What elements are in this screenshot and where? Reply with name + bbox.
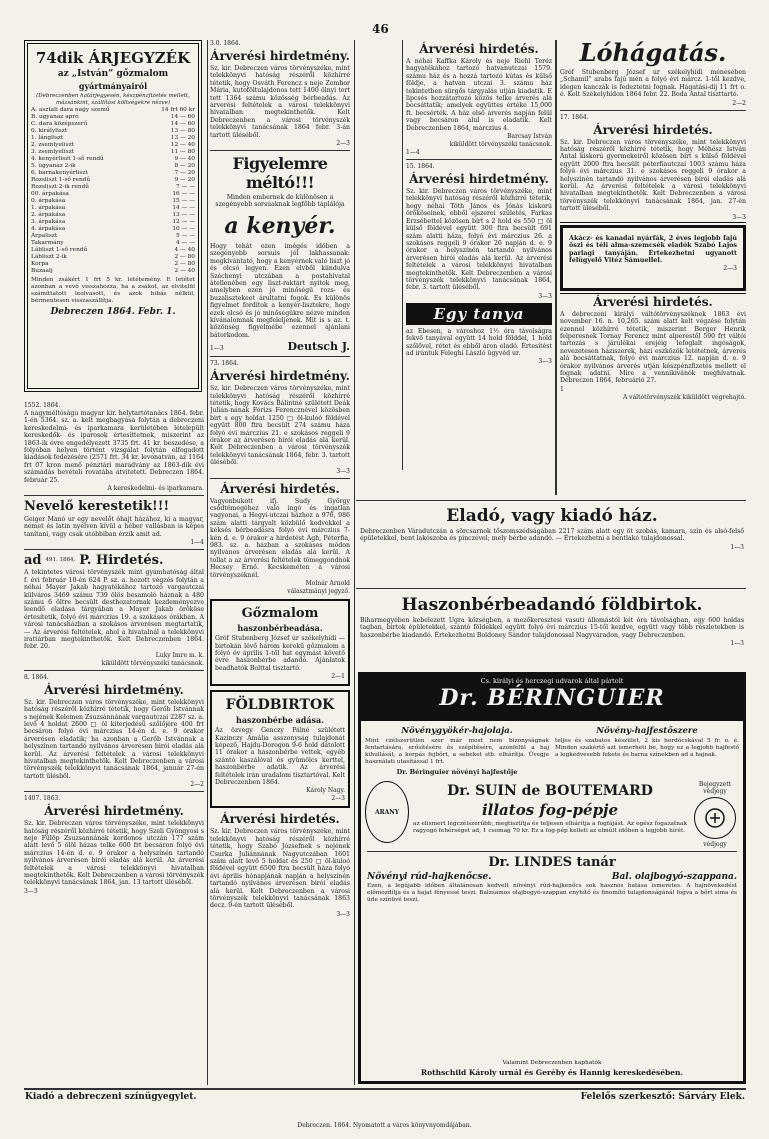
bread-ad-page: 1—3	[210, 345, 224, 353]
lindes-body: Ezen, a legújabb időben általánosan kedvelt növényi rúd-hajkenőcs sok hasznos hatása ismeretes. A hajnövekedést előmozdítja és a hajat fényessé teszi. Balzsamos olajbogyó-szappan enyhítő és finomító tulajdonságánál fogva a bőrt sima és üde színüvé teszi.	[367, 883, 737, 903]
price-row-value: 15 — —	[172, 198, 195, 204]
price-row	[31, 163, 195, 170]
price-list-note: (Debreczenben határjegyesén, készpénzfizetés mellett, mázsánkint, szállítási költségekre nézve)	[36, 93, 190, 106]
price-row-label: 6. barnakenyérliszt	[31, 170, 88, 176]
tooth-paste-block	[413, 781, 687, 836]
tooth-paste-title: illatos fog-pépje	[481, 801, 619, 819]
cosmetics-ad-footer	[365, 1059, 739, 1077]
land-lease-ad	[360, 593, 744, 683]
price-row-value: 12 — —	[172, 219, 195, 225]
price-row	[31, 247, 195, 254]
price-row	[31, 191, 195, 198]
auction-title: Árverési hirdetés.	[419, 42, 539, 56]
farm-ad-page: 3—3	[538, 358, 552, 366]
price-row-label: A. asztali dara nagy szemű	[31, 107, 110, 113]
auction-body: Vagyonbukott ifj. Sudy György csődtömegéhez való ingó és ingatlan vagyonai, a Hegyi-utczai házhoz a 976, 986 szám alatti tárgyalt közbülő kedvekkel a kéksés bérbeadásra folyó évi márczius 7-kén d. e. 9 órakor a hirdetést Ágh, Péterfia, 983. sz. a. házban a szokásos módon nyilvános árverésen eladás alá kerül. A tollat a az árverési feltételek tömeggondnok Hecsey Ernő. Kecskeméten a városi törvényszéknél.	[210, 497, 350, 579]
price-row	[31, 205, 195, 212]
hair-dye-block	[555, 724, 739, 778]
price-row	[31, 226, 195, 233]
column-3	[406, 40, 552, 470]
price-row-label: Rozsliszt 2-ik rendű	[31, 184, 90, 190]
column-4	[560, 36, 746, 496]
auction-sig1: Molnár Arnold	[305, 580, 350, 588]
auction-page: 3—3	[24, 887, 38, 895]
price-row-label: Takarmány	[31, 240, 64, 246]
trademark-label: Bejegyzett védjegy	[698, 781, 732, 795]
auction-sig2: kiküldött törvényszéki tanácsnok.	[449, 141, 552, 149]
auction-body: Sz. kir. Debreczen város törvényszéke, mint telekkönyvi hatóság részéről közhírré tétetik, hogy Szeli Gyöngyosi s neje Fülöp Zsuzsannának kordonos utczán 177 szám alatt levő 5 ölöl házas telke 600 frt becsáron folyó évi márczius 14-én d. e. 9 órakor a helyszínén tartandó nyilvános árverésen birói eladás alá kerül. Az árverési feltételek a városi telekkönyvi hivatalban megtekinthetők. Kelt Debreczenben a városi törvényszék telekkönyvi tanácsának 1864, jan. 13 tartott üléséből.	[24, 820, 204, 887]
column-rule	[207, 40, 208, 1085]
lindes-left-title: Növényi rúd-hajkenőcse.	[367, 872, 492, 882]
land-lease-ad-body: Biharmegyében kebelezett Ugra községben, a mezőkeresztesi vasuti állomástól két óra távolságban, egy 600 holdas tagban, birtok épületekkel, szántó földekkel együtt folyó évi márczius 15-től kezdve, együtt vagy több részletekben is haszonbérbe kiadandó. Értekezhetni Boldoney Sándor tulajdonossal Nagyváradon, vagy Debreczenben.	[360, 617, 744, 639]
trademark-seal-right	[691, 781, 739, 848]
column-1	[24, 40, 204, 1088]
bread-ad-body: Hogy tehát ezen imégés idöben a szegényebb sorsuis jól lakhassanak: megkívántató, hogy a kenyérnek való liszt jó és olcsó legyen. Ezen elvből kiindulva Széchenyi utczában a postahivatal átellenében egy liszt-raktárt nyitok meg, amelyben ezen jó minőségü rozs- és buzalisztekeet árultatni fogok. Es különös figyelmet fordítok a kenyér-lisztekre, hogy ezek olcsó és jó minőségükre nézve minden kívánalomnak megfeleljenek. Mit is s az. t. közönség figyelmébe ezennel ajánlani bátorkodom.	[210, 242, 350, 339]
price-row-label: Rozsliszt 1-ső rendű	[31, 177, 91, 183]
price-row	[31, 156, 195, 163]
price-row	[31, 114, 195, 121]
price-row-value: 2 — 80	[174, 254, 195, 260]
tooth-paste-maker: Dr. SUIN de BOUTEMARD	[447, 783, 653, 799]
auction-body: Sz. kir. Debreczen város törvényszéke, mint telekkönyvi hatóság részéről közhírré tétetik, hogy Osváth Ferencz s neje Zombor Mária, kutoföltulajdonos tett 1400 ölnyi tert tett 1364 számu közösség bérbeadás. Az árverési feltételek a városi telekkönyvi hivatalban megtekinthetők. Kelt Debreczenben a városi törvényszék telekkönyvi tanácsának 1864 febr. 3-án tartott üléséből.	[210, 65, 350, 139]
price-row-value: 12 — 40	[170, 142, 195, 148]
auction-body: A debreczeni királyi váltótörvényszéknek 1863 évi november 16. n. 10,265. szám alatt kelt végzése folytán ezennel közhírré tétetik, miszerint Berger Henrik felperesnek Tornay Ferencz mint alperestől 590 frt váltói tartozás s járulékai erejéig lefoglalt ingóságok, nevezetesen háziszerek, házi eszközök letétetnek, árverés alá bocsáttatnak, folyó évi márczius 12. napján d. e. 9 órakor nyilvános árverés utján készpénzfizetés mellett el fognak adatni. Mire a vennikivánók meghívatnak. Debreczen 1864, februárió 27.	[560, 310, 746, 385]
price-list-subtitle-2: gyártmányairól	[78, 81, 148, 91]
auction-body: Sz. kir. Debreczen város törvényszéke, mint telekkönyvi hatóság részéről közhírré tétetik, hogy Méhész István Antal kiskorú gyermekeiről közösen birt s külső földével együtt 2000 ftra becsült péterfiautczai 1003 számu háza folyó évi márczius 31. e szokásos reggeli 9 órakor a helyszínén tartandó nyilvános árverésen birói eladás alá kerül. Az árverési feltételek a városi telekkönyvi hivatalban megtekinthetők. Kelt Debreczenben a városi törvényszék telekkönyvi tanácsának 1864, jan. 27-én tartott üléséből.	[560, 138, 746, 213]
cosmetics-ad-footer-1: Valamint Debreczenben kaphatók	[502, 1060, 602, 1066]
notice-number: 17. 1864.	[560, 113, 589, 121]
mayer-notice-sig1: Luky Imre m. k.	[155, 651, 204, 659]
auction-page: 3—3	[538, 292, 552, 300]
mayer-notice-sig2: kiküldött törvényszéki tanácsnok.	[101, 659, 204, 667]
price-list-date: Debreczen 1864. Febr. 1.	[50, 307, 176, 317]
price-row	[31, 240, 195, 247]
farm-ad-title: Egy tanya	[433, 304, 525, 323]
price-row-label: 0. királyliszt	[31, 128, 68, 134]
price-row	[31, 254, 195, 261]
farm-ad-banner	[406, 303, 552, 325]
price-row-label: 00. árpakása	[31, 191, 69, 197]
price-row-label: 3. árpakása	[31, 219, 66, 225]
farm-ad-body: az Ebesen, a városhoz 1½ óra távolságra fekvő tanyával együtt 14 hold földdel, 1 hold szőlővel, rétet és ebből áron eladó. Értesítést ad irántuk Feleghi László ügyvéd ur.	[406, 327, 552, 357]
price-row-value: 9 — 20	[174, 177, 195, 183]
hair-oil-block	[365, 724, 549, 778]
column-rule	[402, 40, 403, 470]
auction-body: Sz. kir. Debreczen város törvényszéke, mint telekkönyvi hatóság részéről közhírré tétetik, hogy Kovács Bálintné szülétett Deák Julián-nának Fórizs Ferencznével közösben birt s egy holdat 1250 □ öl-kuloó földével együtt 800 ftra becsült 274 számu háza folyó évi márczius 21. e szokásos reggeli 9 órakor az árverésen birói eladás alá kerül. Kelt Debreczenben a városi törvényszék telekkönyvi tanácsának 1864, febr. 3. tartott üléséből.	[210, 385, 350, 467]
auction-page: 3—3	[732, 213, 746, 221]
cosmetics-ad-header	[361, 675, 743, 721]
lindes-title: Dr. LINDES tanár	[488, 855, 616, 870]
land-lease-box	[210, 690, 350, 808]
notice-ad-heading	[24, 553, 204, 568]
price-row	[31, 219, 195, 226]
house-ad-page: 1—3	[730, 543, 744, 551]
cosmetics-ad	[358, 672, 746, 1084]
price-row-value: 4 — —	[176, 240, 195, 246]
bread-ad-title: Figyelemre méltó!!!	[232, 154, 328, 193]
notice-ad-prefix: ad	[24, 553, 42, 569]
notice-number: 3.0. 1864.	[210, 40, 241, 47]
price-row-label: 1. lángliszt	[31, 135, 64, 141]
price-list-subtitle: az „István” gőzmalom	[57, 69, 169, 79]
price-row	[31, 128, 195, 135]
bread-ad-signature: Deutsch J.	[287, 340, 350, 354]
mayer-notice-body: A tekintetes városi törvényszék mint gyámhatóság által f. évi február 10-én 624 P. sz. a. hozott végzés folytán a néhai Mayer Jakab hagyatékához tartozó vargautczai külváros 3469 számu 739 ölös besamoló háznak a 480 számu 6 öltre becsült desthozatornak kezdeményezve leendő eladása tárgyában a Mayer Jakab örököse értesítetik, folyó évi márczius 19. a szokásos órákban. A városi tanácsházban a szokásos árverésen megtartatik, — Az árverési feltételek, ahol a hivatalnál a telekkönyvi irattárban megtekinthetők. Kelt Debreczenben 1864. febr. 20.	[24, 569, 204, 651]
price-row-value: 10 — —	[172, 226, 195, 232]
price-row-value: 13 — —	[172, 212, 195, 218]
auction-sig2: választmányi jegyző.	[287, 588, 350, 596]
house-ad-body: Debreczenben Váradutczán a sörcsarnok tőszomszédságában 2217 szám alatt egy öt szobás, kamara, szín és alsó-felső épületekkel, bent lakószoba és pinczével; mely bérbe adandó. — Értekezhetni a bentlakó tulajdonossal.	[360, 528, 744, 543]
price-row	[31, 233, 195, 240]
auction-sig1: Barcsay István	[507, 133, 552, 141]
auction-page: 3—3	[336, 910, 350, 918]
auction-title: Árverési hirdetés.	[220, 812, 340, 827]
cosmetics-ad-brand: Dr. BÉRINGUIER	[439, 685, 665, 711]
price-row-label: 3. zsemlyeliszt	[31, 149, 74, 155]
price-list-title: 74dik ÁRJEGYZÉK	[35, 49, 191, 67]
lindes-right-title: Bal. olajbogyó-szappana.	[611, 872, 737, 882]
tooth-paste-body: az elismert legczélszerűbb, megtisztítja és teljesen elhárítja a fogfájást. Az egész fogazatnak ragyogó fehérséget ad, 1 csomag 70 kr. Ez a fog-pép kelleti az elmúlt időben a legjobb hírét.	[413, 821, 687, 834]
notice-number: 1552. 1864.	[24, 402, 61, 409]
auction-page: 1—4	[406, 149, 420, 157]
land-lease-subtitle: haszonbérbe adása.	[236, 715, 324, 726]
notice-number: 1407. 1863.	[24, 795, 61, 803]
tutor-wanted-title: Nevelő kerestetik!!!	[24, 499, 170, 515]
price-row-value: 7 — —	[176, 184, 195, 190]
tree-ad-page: 2—3	[723, 265, 737, 273]
page-number: 46	[372, 22, 389, 36]
price-row-label: Lábliszt 1-ső rendű	[31, 247, 88, 253]
tutor-wanted-page: 1—4	[190, 539, 204, 547]
tutor-wanted-body: Geiger Manó ur egy nevelőt óhajt házához, ki a magyar, német és latin nyelven kívül a héber vallásban is képes tanítani, vagy csak utóbbiban érzik amit ad.	[24, 516, 204, 538]
price-row-value: 8 — 20	[174, 163, 195, 169]
price-row-value: 14 — 60	[170, 121, 195, 127]
stud-ad-body: Gróf Stubenberg József ur székelyhídi ménesében „Schamil” arabs fajú mén a folyó évi márcz. 1-től kezdve, idegen kanczák is fedeztetni fognak. Hágatási-díj 11 frt o. é. Kelt Székelyhídon 1864 febr. 22. Boda Antal tiszttartó.	[560, 69, 746, 99]
price-row	[31, 268, 195, 275]
price-row-value: 14 — 60	[170, 114, 195, 120]
land-lease-body: Az özvegy Genczy Pálné szülétett Kazinczy Amália asszonyság tulajdonát képező, Hajdu-Dorogon 9-6 hold dátolott 11 órakor a haszonbérbe vettek, egyéb szántó kaszálóval és gyümölcs kerttel, haszonbérbe adatik. Az árverési feltételek irán uradalom tisztartóval. Kelt Debreczenben 1864.	[215, 727, 345, 786]
price-row-label: 5. ugyanaz 2-ik	[31, 163, 76, 169]
hair-oil-body: Mint czélszerütlen szer már most nem bizonyságnak fentartására, erősítésére és szépítésére, azonfelül a haj kihullását, a korpás fejbőrt, a sebeket stb. elhárítja. Üvegje használati utasítással 1 frt.	[365, 738, 549, 765]
price-row	[31, 261, 195, 268]
price-row-label: Árpaliszt	[31, 233, 58, 239]
auction-page: 2—3	[336, 140, 350, 148]
steam-mill-body: Gróf Stubenberg József úr székelyhídi — birtokán lévő három kerekű gőzmalom a folyó év április 1-től hat egymást követő évre haszonbérbe adandó. Ajánlatok beadhatók Bolttal tisztartó.	[215, 635, 345, 672]
column-2	[210, 40, 350, 1088]
tree-ad-body: Akácz- és kanadai nyárfák, 2 éves legjobb fajú őszi és téli alma-szemcsék eladók Szabó Lajos parlagi tanyáján. Értekezhetni ugyanott felügyelő Vitéz Sámuellel.	[569, 233, 737, 264]
price-row	[31, 170, 195, 177]
price-row	[31, 149, 195, 156]
price-row-value: 7 — 20	[174, 170, 195, 176]
editor: Felelős szerkesztő: Sárváry Elek.	[580, 1092, 745, 1102]
auction-page: 3—3	[336, 467, 350, 475]
trademark-seal-left	[365, 781, 409, 843]
bread-ad-headline: a kenyér.	[224, 212, 336, 239]
auction-title: Árverési hirdetmény.	[44, 804, 184, 819]
price-row-label: 4. árpakása	[31, 226, 66, 232]
price-row-label: Lábliszt 2-ik	[31, 254, 67, 260]
steam-mill-title: Gőzmalom	[241, 606, 319, 622]
land-lease-ad-page: 1—3	[730, 640, 744, 648]
chamber-notice-body: A nagyméltóságu magyar kir. helytartótanács 1864. febr. 1-én 5364. sz. a. kelt megbagyása folytán a debreczeni kereskedelmi- és iparkamara kerületében lételepült kereskedők- és iparosok értesíttetnek, miszerint az 1863-ik évre engedélyezett 3735 frt. 41 kr. beszedése, a folyóban helyen történt vizsgálat folytán elfogadott kiadások fedezésére (2571 frt. 34 kr. levonatván, az 1164 frt 07 kron menő pénztári maradvány az 1863-dik évi számadás bevételi rovatába átvitetett. Debreczen 1864. február 25.	[24, 410, 204, 484]
price-row-label: Korpa	[31, 261, 49, 267]
price-row-label: 2. árpakása	[31, 212, 66, 218]
lindes-block	[361, 855, 743, 904]
price-row-value: 5 — —	[176, 233, 195, 239]
bread-ad-subtitle: Minden embernek de különösen a szegényebb sorsúaknak legfőbb táplálója	[215, 194, 345, 209]
column-rule	[556, 40, 557, 495]
auction-title: Árverési hirdetés.	[220, 481, 340, 496]
price-list-footnote: Minden zsákért 1 frt 5 kr. letétemény. E letétet azonban a vevő visszahozza, ha a zsákot, az elvitelül számíttatott leolvasott, és azok hibás nélkül, bérmentesen visszaszállítja.	[31, 277, 195, 304]
hair-dye-body: teljes és szabatos készület, 2 kis hordócskával 5 fr. o. é. Minden szakértő azt ismerheti be, hogy ez a legjobb hajfestő a legkedvesebb fekete és barna színekben ad a hajnak.	[555, 738, 739, 758]
hair-oil-subtitle: Dr. Béringuier növényi hajfestője	[396, 768, 518, 776]
land-lease-sig: Károly Nagy.	[306, 787, 345, 795]
notice-number: 8. 1864.	[24, 673, 49, 681]
auction-body: Sz. kir. Debreczen város törvényszéke, mint telekkönyvi hatóság részéről közhírré tétetik, hogy néhai Tóth János és Jónás kiskorú örököseinek, ebből ejszerei születés, Farkas Erzsébettel közösen bírt s 2 hold és 550 □ öl külső földével együtt 300 ftra becsült 691 szám alatti háza, folyó évi márczius 26. a szokásos reggeli 9 órakor 26 napján d. e. 9 órakor a helyszínén tartandó nyilvános árverésen birói eladás alá kerül. Az árverési feltételek a városi telekkönyvi hivatalban megtekinthetők. Kelt Debreczenben a városi törvényszék telekkönyvi tanácsának 1864, febr. 3. tartott üléséből.	[406, 188, 552, 292]
cosmetics-ad-footer-2: Rothschild Károly urnál és Geréby és Hannig kereskedésében.	[420, 1068, 684, 1077]
price-row	[31, 184, 195, 191]
publisher: Kiadó a debreczeni színügyegylet.	[25, 1092, 197, 1102]
imprint: Debreczen. 1864. Nyomatott a város könyvnyomdájában.	[297, 1122, 472, 1129]
land-lease-page: 2—3	[331, 795, 345, 803]
hair-dye-title: Növény-hajfestőszere	[596, 726, 698, 736]
price-row	[31, 135, 195, 142]
price-row-value: 13 — 20	[170, 135, 195, 141]
auction-body: A néhai Kaffka Károly és neje Riehl Teréz hagyatékához tartozó hatvanutczai 1579. számu ház és a hozzá tartozó kútas és külső földje, a hatvan utczai 3. számu ház tekintetben sürgős tárgyalás utján kiadatik. E lipcsés hozzátartozó közös telke árverés alá bocsáttatik; amelyek együttes értéke 15,000 ft. becsérték. A ház első árverés napján felül vagy becsáron alul is eladatik. Kelt Debreczenben 1864, márczius 4.	[406, 58, 552, 132]
house-ad-title: Eladó, vagy kiadó ház.	[446, 506, 658, 526]
price-row-label: 1. árpakása	[31, 205, 66, 211]
price-row	[31, 177, 195, 184]
price-row-value: 2 — 40	[174, 268, 195, 274]
auction-title: Árverési hirdetés.	[593, 122, 713, 137]
steam-mill-subtitle: haszonbérbeadása.	[237, 623, 323, 634]
land-lease-title: FÖLDBIRTOK	[225, 697, 335, 714]
price-row-value: 2 — 80	[174, 261, 195, 267]
steam-mill-box	[210, 599, 350, 686]
price-list-items	[31, 107, 195, 275]
auction-title: Árverési hirdetmény.	[210, 49, 350, 63]
cosmetics-ad-patronage: Cs. királyi és herczegi udvarok által pártolt	[480, 677, 624, 685]
price-row-value: 4 — 40	[174, 247, 195, 253]
trademark-label-2: védjegy	[703, 841, 727, 848]
notice-number: 73. 1864.	[210, 360, 239, 368]
price-row	[31, 107, 195, 114]
auction-title: Árverési hirdetés.	[593, 294, 713, 309]
notice-ad-number: 491. 1864.	[45, 557, 76, 564]
price-row-label: Buzaalj	[31, 268, 53, 274]
price-row-value: 9 — 40	[174, 156, 195, 162]
tree-ad-box	[560, 225, 746, 291]
auction-title: Árverési hirdetmény.	[210, 369, 350, 384]
notice-number: 15. 1864.	[406, 163, 435, 171]
auction-title: Árverési hirdetmény.	[409, 172, 549, 187]
price-row-value: 14 — —	[172, 205, 195, 211]
price-row	[31, 212, 195, 219]
price-row-label: 0. árpakása	[31, 198, 66, 204]
price-row-label: B. ugyanaz apró	[31, 114, 79, 120]
auction-body: Sz. kir. Debreczen város törvényszéke, mint telekkönyvi hatóság részéről közhírré tétetik, hogy Szabó Józsefnek s nejének Csurka Juliánnának Nagyutczában 1601 szám alatt levő 5 holdat és 250 □ öl-kuloó földével együtt 6500 ftra becsült háza folyó évi április hónapjának napján a helyszínén tartandó nyilvános árverésen birói eladás alá kerül. Kelt Debreczenben a városi törvényszék telekkönyvi tanácsának 1863 decz. 9-én tartott üléséből.	[210, 828, 350, 910]
auction-body: Sz. kir. Debreczen város törvényszéke, mint telekkönyvi hatóság részéről közhírré tétetik, hogy Gerőb Istvánnak s nejének Kelemen Zsuzsánnának vargautczai 2287 sz. a. levő 4 holdat 2600 □ öl kiterjedésü szőlőjére 400 frt becsáron folyó évi márczius 14-én d. e. 9 órakor árverésen eladatik; ha azonban a Gerőb Istvánnak a helyszínen tartandó nyilvános árverésen birói eladás alá kerül. Az árverési feltételek a városi telekkönyvi hivatalban megtekinthetők. Kelt Debreczenben a városi törvényszék telekkönyvi tanácsának 1864, január 27-én tartott ülésből.	[24, 698, 204, 780]
price-row-label: 4. kenyérliszt 1-ső rendű	[31, 156, 104, 162]
auction-sig: A váltótörvényszék kiküldött végrehajtó.	[622, 393, 746, 401]
steam-mill-page: 2—1	[331, 673, 345, 681]
auction-page: 1	[560, 385, 564, 393]
auction-title: Árverési hirdetmény.	[44, 682, 184, 697]
price-row	[31, 142, 195, 149]
notice-ad-title: P. Hirdetés.	[79, 553, 164, 569]
price-row-value: 16 — —	[172, 191, 195, 197]
stud-ad-page: 2—2	[732, 99, 746, 107]
chamber-notice-signature: A kereskedelmi- és iparkamara.	[107, 485, 204, 493]
trademark-seal-icon	[694, 797, 736, 839]
price-row-value: 13 — 80	[170, 128, 195, 134]
price-row	[31, 121, 195, 128]
stud-ad-title: Lóhágatás.	[579, 38, 727, 67]
price-row	[31, 198, 195, 205]
trademark-arany: ARANY	[374, 808, 400, 816]
price-row-label: 2. zsemlyeliszt	[31, 142, 74, 148]
price-list-box	[24, 40, 202, 392]
price-row-label: C. dara középszerű	[31, 121, 88, 127]
house-ad	[360, 504, 744, 594]
price-row-value: 11 — 80	[170, 149, 195, 155]
price-row-value: 14 frt 60 kr	[161, 107, 195, 113]
hair-oil-title: Növénygyökér-hajolaja.	[401, 726, 513, 736]
land-lease-ad-title: Haszonbérbeadandó földbirtok.	[401, 595, 703, 615]
auction-page: 2—2	[190, 781, 204, 789]
